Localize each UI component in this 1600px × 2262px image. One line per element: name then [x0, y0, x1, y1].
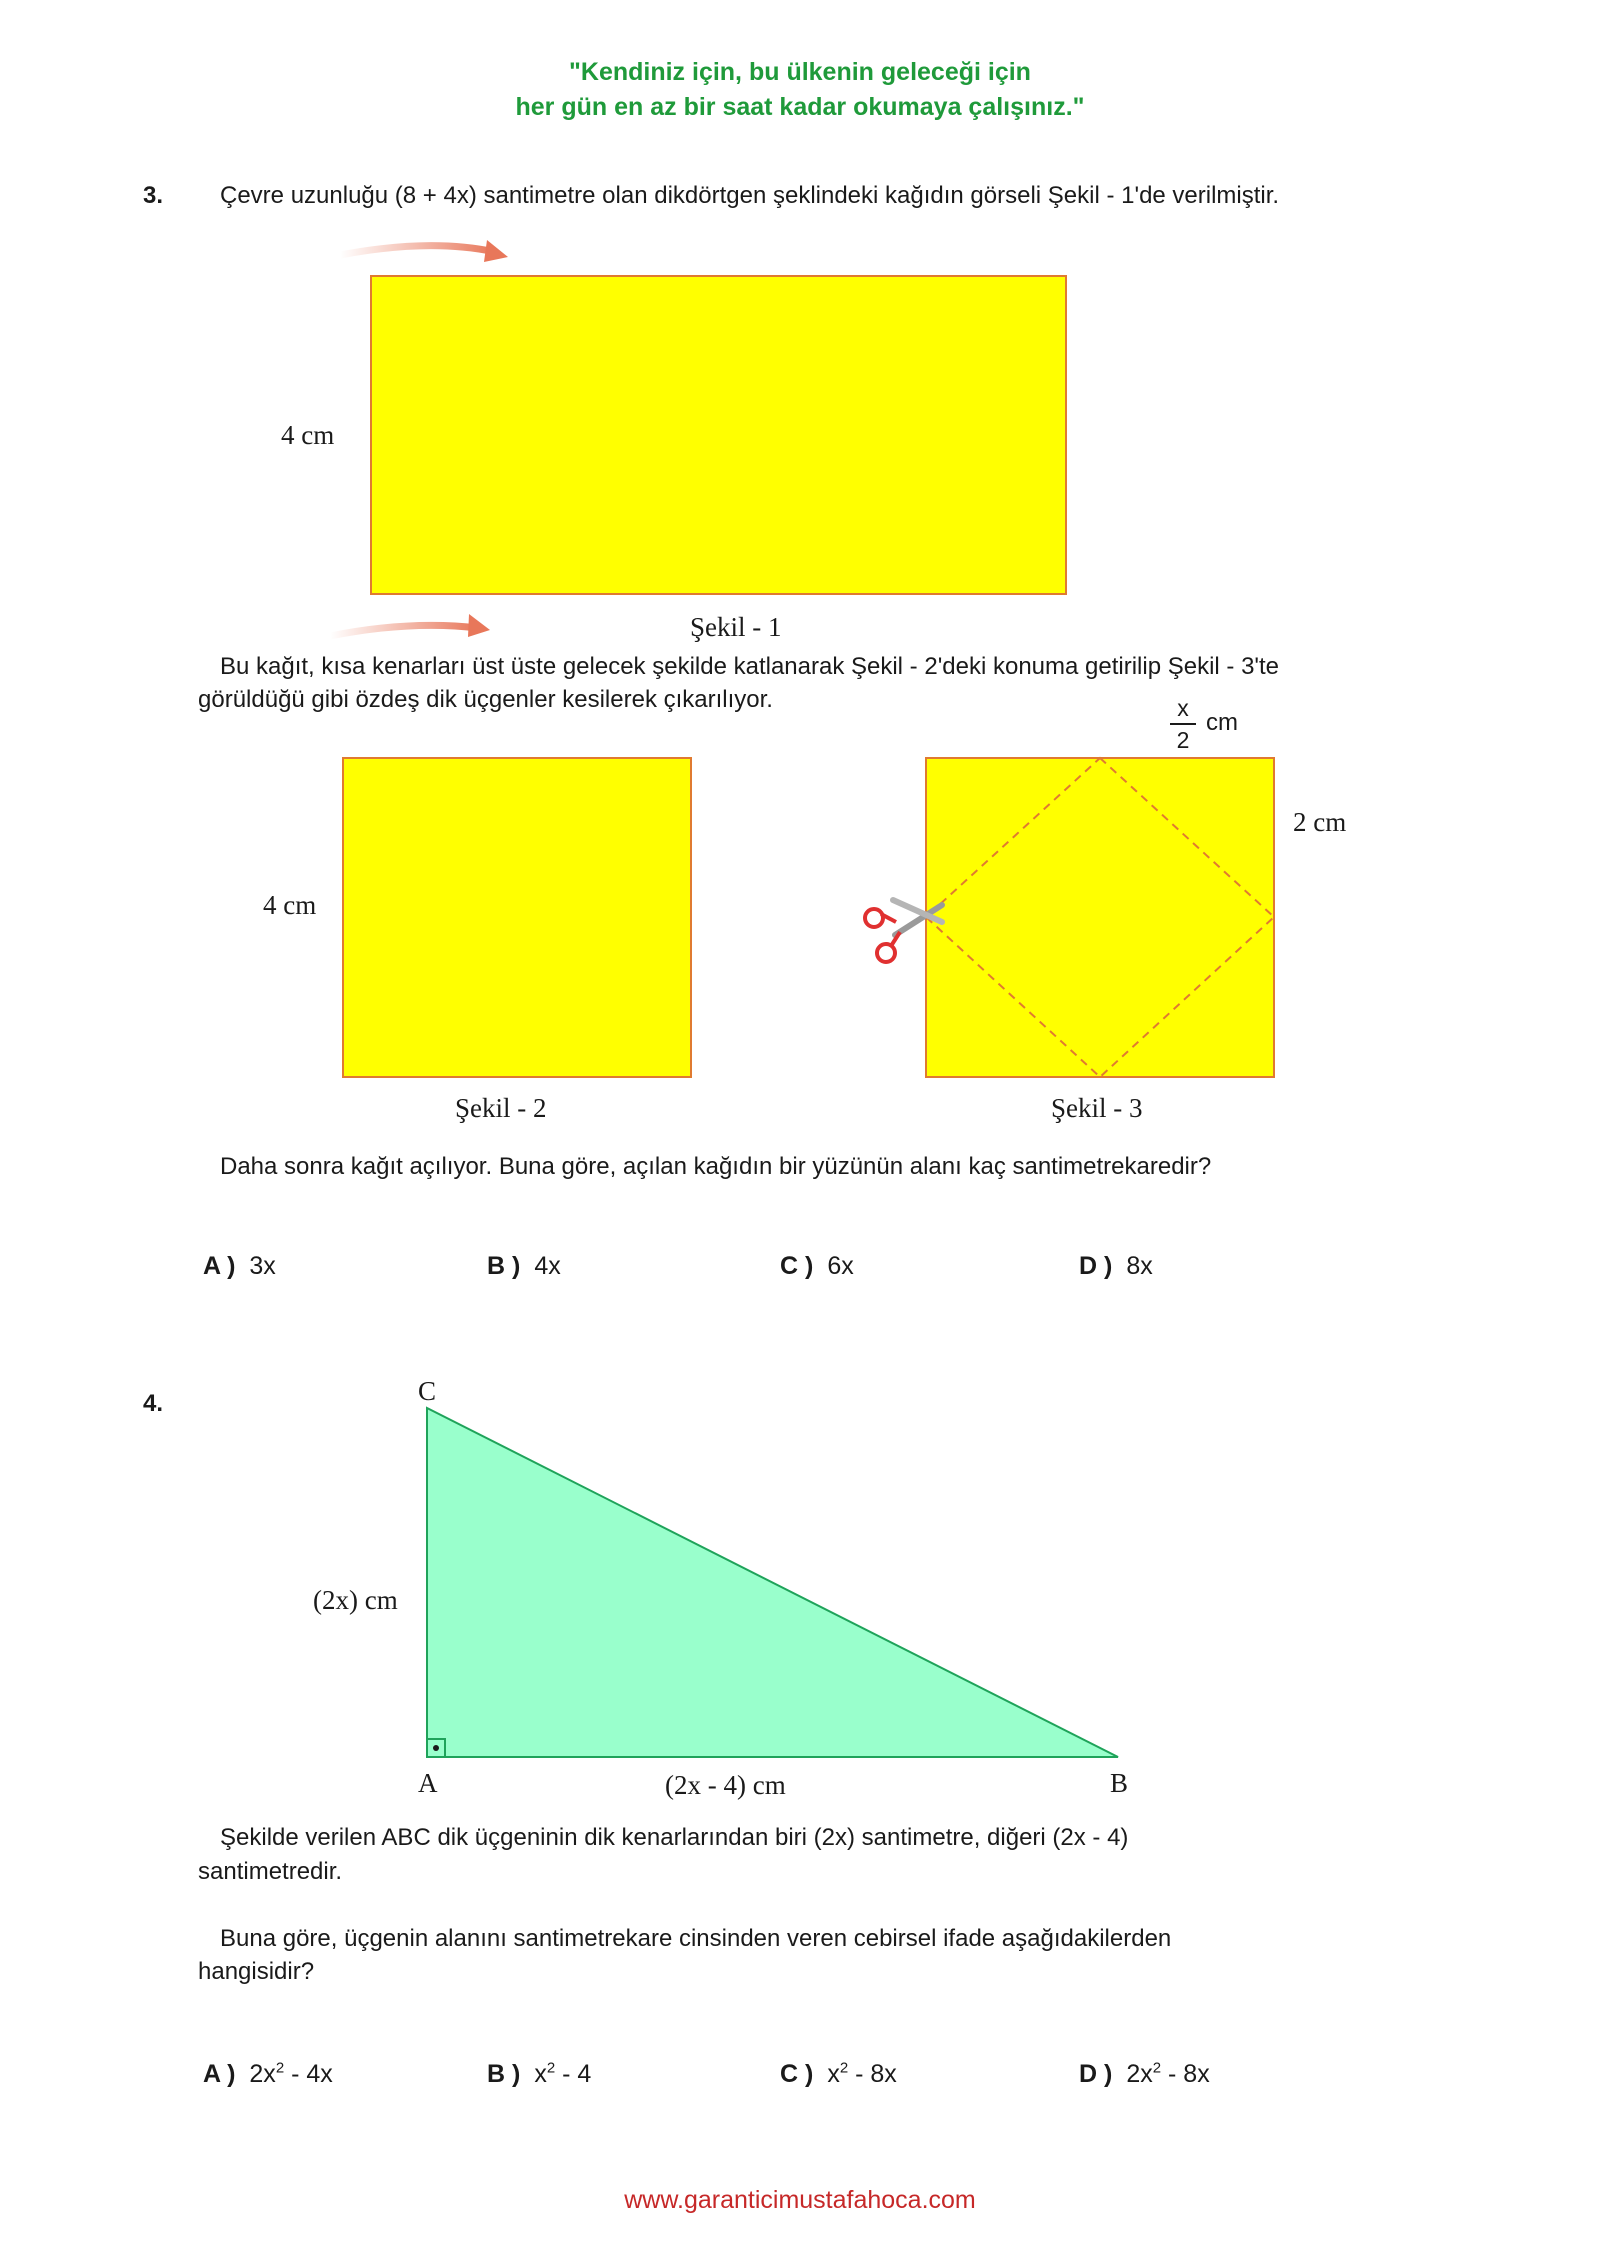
q3-option-d[interactable] — [1079, 1252, 1153, 1281]
figure-2-side-label: 4 cm — [263, 890, 317, 920]
question-4-number: 4. — [143, 1390, 164, 1417]
figure-3-fraction — [1170, 695, 1196, 753]
option-base: 2x — [249, 2060, 276, 2088]
question-3-text-line-2: görüldüğü gibi özdeş dik üçgenler kesilerek çıkarılıyor. — [198, 686, 773, 713]
fraction-denominator: 2 — [1176, 727, 1190, 753]
option-letter: B ) — [487, 1252, 521, 1280]
option-letter: D ) — [1079, 1252, 1113, 1280]
option-exponent: 2 — [275, 2059, 285, 2077]
fraction-numerator: x — [1177, 695, 1189, 721]
question-3-text-line-1: Bu kağıt, kısa kenarları üst üste gelecek şekilde katlanarak Şekil - 2'deki konuma getirilip Şekil - 3'te — [220, 653, 1280, 680]
question-3-prompt: Daha sonra kağıt açılıyor. Buna göre, açılan kağıdın bir yüzünün alanı kaç santimetrekaredir? — [220, 1153, 1212, 1180]
q4-option-c[interactable] — [780, 2060, 897, 2089]
triangle-abc — [427, 1408, 1118, 1757]
option-base: x — [534, 2060, 547, 2088]
quote-line-1: "Kendiniz için, bu ülkenin geleceği için — [569, 58, 1031, 86]
q4-option-d[interactable] — [1079, 2060, 1210, 2089]
figure-3-caption: Şekil - 3 — [1051, 1093, 1143, 1123]
q4-option-b[interactable] — [487, 2060, 591, 2089]
figure-3-side-label: 2 cm — [1293, 807, 1347, 837]
vertex-b-label: B — [1110, 1768, 1129, 1798]
side-ab-label: (2x - 4) cm — [665, 1770, 786, 1800]
fraction-bar — [1170, 723, 1196, 725]
option-letter: B ) — [487, 2060, 521, 2088]
question-4-text-1-line-2: santimetredir. — [198, 1858, 343, 1885]
option-base: 2x — [1126, 2060, 1153, 2088]
vertex-c-label: C — [418, 1376, 437, 1406]
option-letter: C ) — [780, 2060, 814, 2088]
figure-2-square — [343, 758, 691, 1077]
option-exponent: 2 — [1152, 2059, 1162, 2077]
side-ac-label: (2x) cm — [313, 1585, 398, 1615]
option-letter: A ) — [203, 1252, 236, 1280]
option-text: 3x — [249, 1252, 276, 1280]
figure-1-rectangle — [371, 276, 1066, 594]
question-3-stem: Çevre uzunluğu (8 + 4x) santimetre olan dikdörtgen şeklindeki kağıdın görseli Şekil - 1'de verilmiştir. — [220, 182, 1280, 209]
figure-1-caption: Şekil - 1 — [690, 612, 782, 642]
curved-arrow-icon — [330, 614, 490, 637]
curved-arrow-icon — [340, 240, 508, 262]
question-4-text-2-line-1: Buna göre, üçgenin alanını santimetrekare cinsinden veren cebirsel ifade aşağıdakilerden — [220, 1925, 1172, 1952]
option-letter: A ) — [203, 2060, 236, 2088]
option-base: x — [827, 2060, 840, 2088]
vertex-a-label: A — [418, 1768, 438, 1798]
footer-website-link[interactable]: www.garanticimustafahoca.com — [624, 2186, 976, 2214]
q3-option-c[interactable] — [780, 1252, 854, 1281]
option-rest: - 8x — [1161, 2060, 1210, 2088]
figure-3-square — [926, 758, 1274, 1077]
option-text: 6x — [827, 1252, 854, 1280]
option-rest: - 4x — [284, 2060, 333, 2088]
figure-3-fraction-unit: cm — [1206, 709, 1238, 736]
option-text: 4x — [534, 1252, 561, 1280]
option-letter: D ) — [1079, 2060, 1113, 2088]
question-4-text-1-line-1: Şekilde verilen ABC dik üçgeninin dik kenarlarından biri (2x) santimetre, diğeri (2x - 4) — [220, 1824, 1129, 1851]
q4-option-a[interactable] — [203, 2060, 333, 2089]
option-text: 8x — [1126, 1252, 1153, 1280]
option-rest: - 8x — [848, 2060, 897, 2088]
quote-line-2: her gün en az bir saat kadar okumaya çalışınız." — [515, 93, 1085, 121]
figure-2-caption: Şekil - 2 — [455, 1093, 547, 1123]
option-rest: - 4 — [555, 2060, 592, 2088]
q3-option-b[interactable] — [487, 1252, 561, 1281]
option-letter: C ) — [780, 1252, 814, 1280]
q3-option-a[interactable] — [203, 1252, 276, 1281]
question-4-text-2-line-2: hangisidir? — [198, 1958, 315, 1985]
figure-1-side-label: 4 cm — [281, 420, 335, 450]
question-4-triangle-figure — [0, 1300, 1600, 1800]
option-exponent: 2 — [546, 2059, 556, 2077]
question-3-number: 3. — [143, 182, 164, 209]
option-exponent: 2 — [839, 2059, 849, 2077]
